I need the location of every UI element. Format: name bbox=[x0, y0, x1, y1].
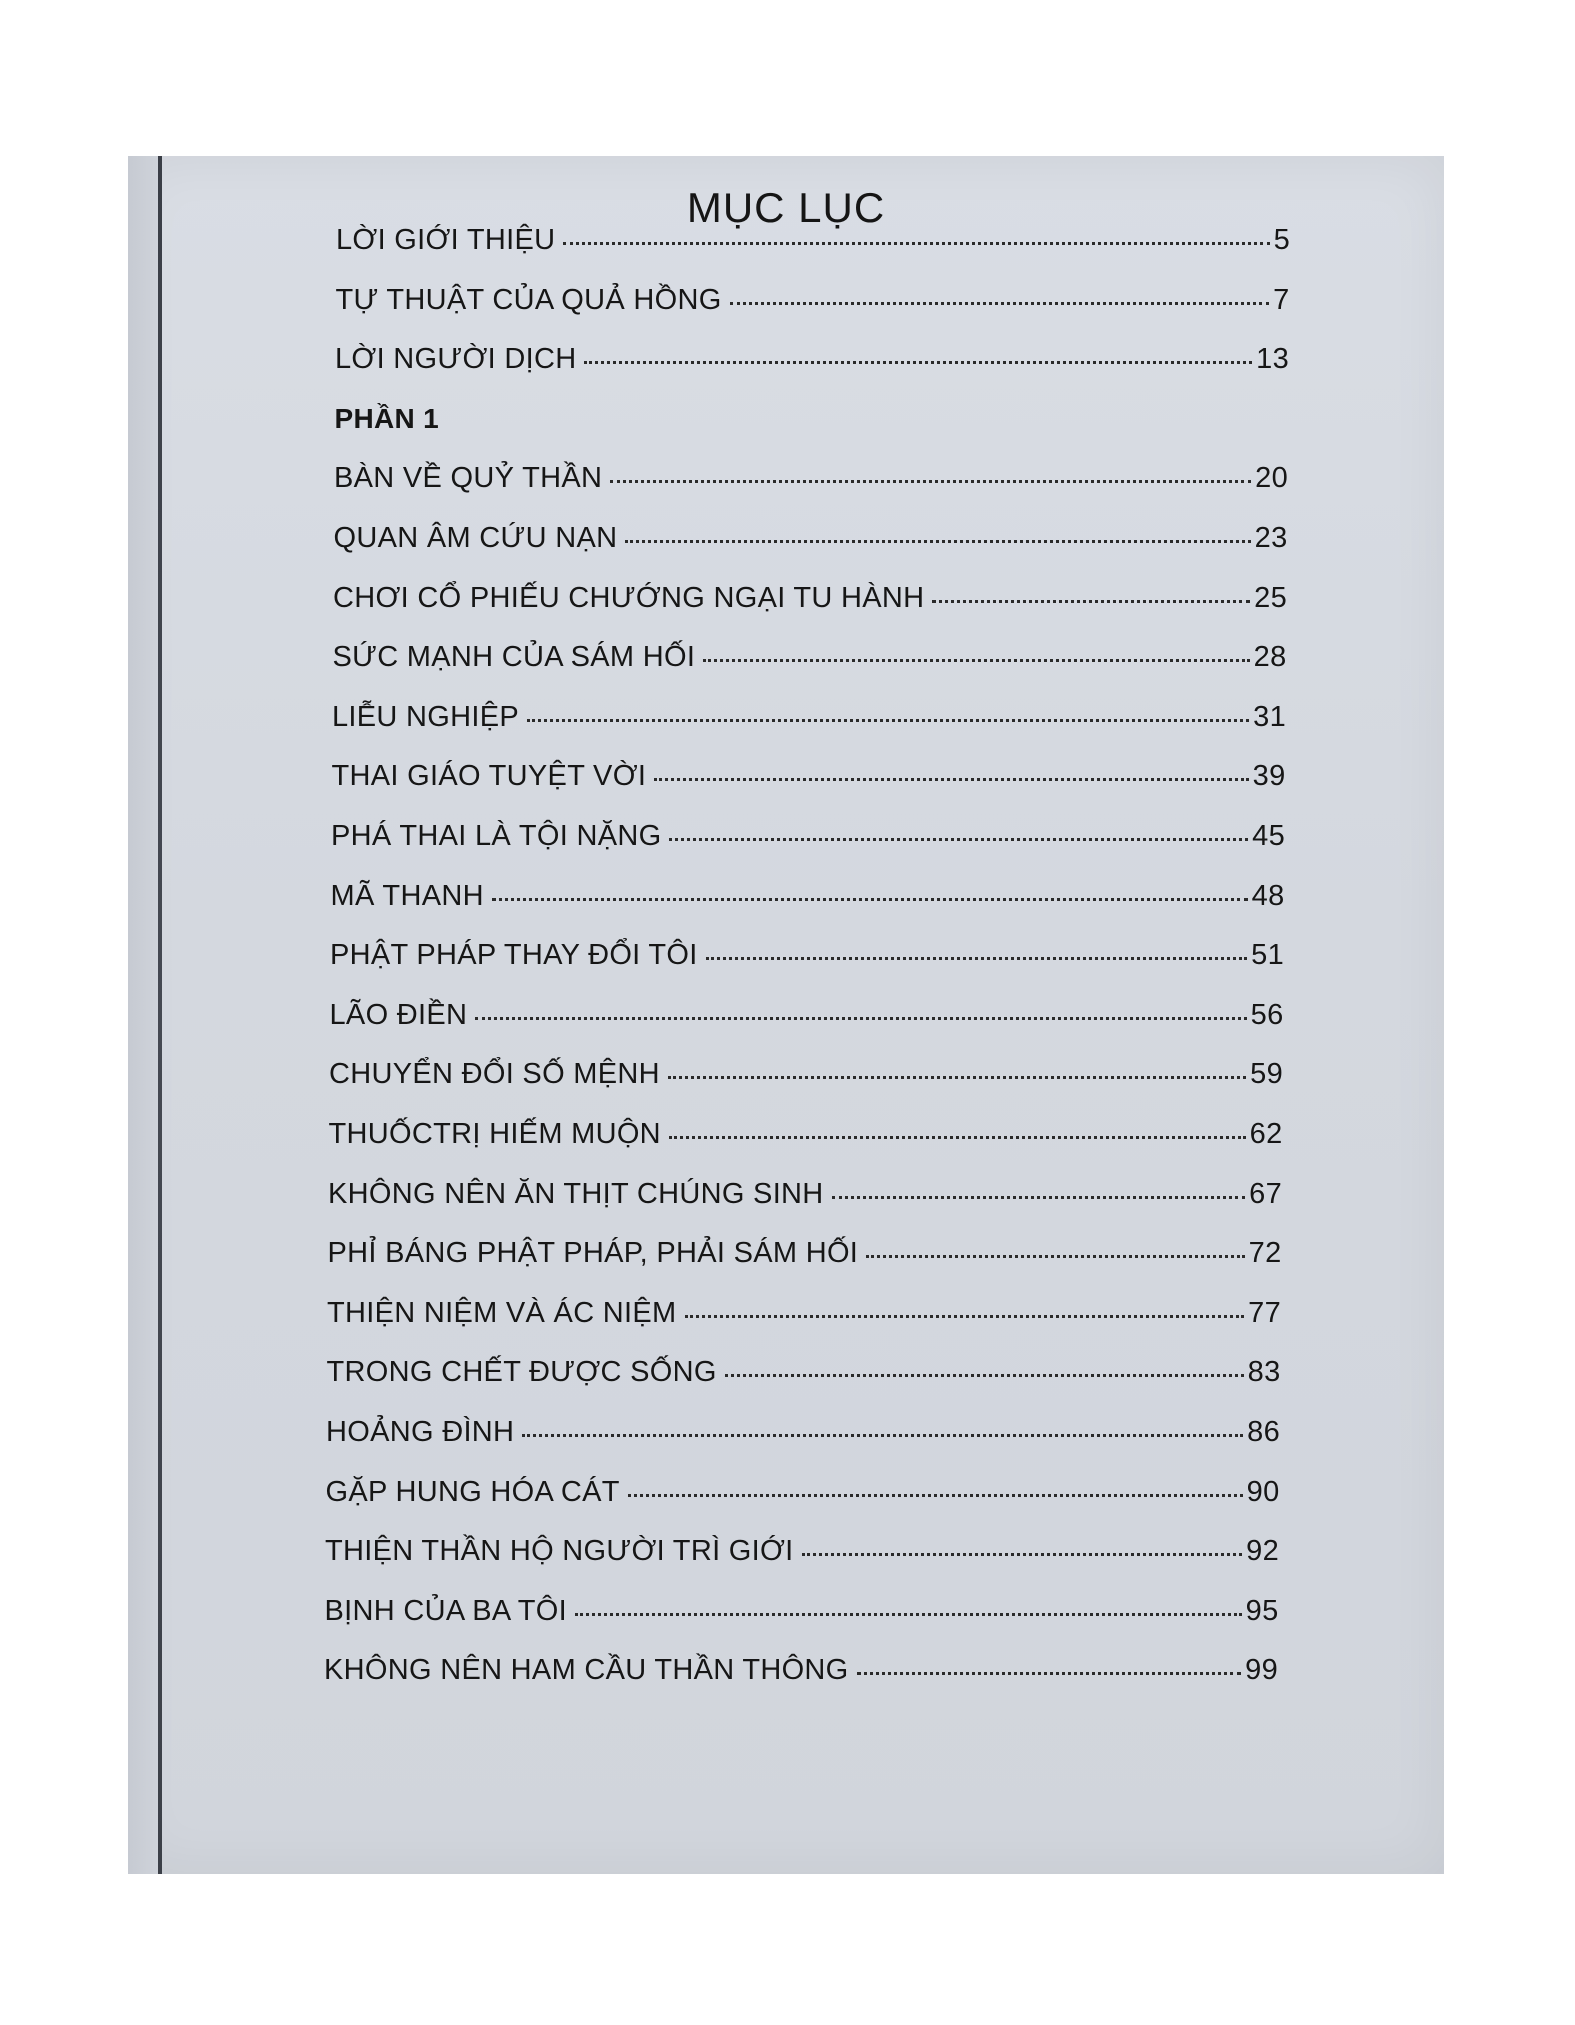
toc-entry-title: PHÁ THAI LÀ TỘI NẶNG bbox=[331, 820, 662, 852]
toc-page-number: 25 bbox=[1254, 581, 1287, 614]
dot-leader bbox=[669, 838, 1248, 841]
toc-page-number: 67 bbox=[1249, 1177, 1282, 1210]
toc-page-number: 31 bbox=[1253, 700, 1286, 733]
dot-leader bbox=[654, 778, 1248, 781]
toc-page-number: 56 bbox=[1250, 998, 1284, 1031]
page-title: MỤC LỤC bbox=[686, 184, 886, 231]
dot-leader bbox=[668, 1076, 1246, 1079]
dot-leader bbox=[669, 1136, 1246, 1139]
toc-entry-title: THAI GIÁO TUYỆT VỜI bbox=[331, 760, 647, 793]
toc-page-number: 92 bbox=[1246, 1535, 1279, 1568]
toc-entry bbox=[325, 1535, 1279, 1568]
toc-page-number: 90 bbox=[1246, 1475, 1280, 1508]
toc-entry bbox=[336, 224, 1290, 257]
dot-leader bbox=[628, 1494, 1243, 1497]
dot-leader bbox=[832, 1196, 1246, 1199]
dot-leader bbox=[866, 1255, 1244, 1258]
table-of-contents bbox=[128, 156, 1444, 1874]
toc-page-number: 99 bbox=[1245, 1654, 1278, 1687]
toc-page-number: 51 bbox=[1251, 939, 1284, 972]
toc-entry bbox=[330, 939, 1284, 972]
dot-leader bbox=[575, 1613, 1242, 1616]
toc-entry-title: CHUYỂN ĐỔI SỐ MỆNH bbox=[329, 1058, 660, 1091]
toc-page-number: 48 bbox=[1251, 879, 1285, 912]
toc-entry bbox=[332, 760, 1286, 793]
toc-entry-title: KHÔNG NÊN HAM CẦU THẦN THÔNG bbox=[324, 1654, 849, 1687]
toc-page-number: 72 bbox=[1248, 1237, 1282, 1270]
toc-entry-title: SỨC MẠNH CỦA SÁM HỐI bbox=[332, 641, 696, 674]
toc-page-number: 77 bbox=[1248, 1296, 1281, 1329]
dot-leader bbox=[703, 659, 1249, 662]
toc-entry-title: MÃ THANH bbox=[330, 879, 484, 912]
toc-entry bbox=[327, 1356, 1281, 1389]
toc-entry-title: LÃO ĐIỀN bbox=[329, 998, 468, 1031]
toc-entry-title: PHỈ BÁNG PHẬT PHÁP, PHẢI SÁM HỐI bbox=[327, 1237, 859, 1270]
toc-page-number: 28 bbox=[1253, 641, 1287, 674]
toc-entry-title: GẶP HUNG HÓA CÁT bbox=[325, 1475, 620, 1508]
toc-page-number: 62 bbox=[1249, 1118, 1283, 1150]
dot-leader bbox=[610, 480, 1251, 483]
toc-page-number: 39 bbox=[1252, 760, 1286, 793]
toc-entry bbox=[330, 999, 1284, 1032]
dot-leader bbox=[932, 600, 1250, 603]
toc-entry bbox=[331, 820, 1285, 853]
toc-entry-title: TRONG CHẾT ĐƯỢC SỐNG bbox=[326, 1356, 717, 1389]
toc-page-number: 5 bbox=[1273, 224, 1290, 256]
toc-entry-title: BÀN VỀ QUỶ THẦN bbox=[334, 462, 603, 495]
toc-entry bbox=[333, 641, 1287, 674]
toc-entry-title: THIỆN NIỆM VÀ ÁC NIỆM bbox=[327, 1296, 677, 1329]
toc-entry-title: QUAN ÂM CỨU NẠN bbox=[333, 522, 618, 554]
toc-entry bbox=[324, 1654, 1278, 1687]
toc-entry bbox=[332, 701, 1286, 734]
toc-page-number: 95 bbox=[1245, 1594, 1279, 1627]
book-page bbox=[128, 156, 1444, 1874]
toc-page-number: 83 bbox=[1247, 1356, 1281, 1389]
toc-entry bbox=[325, 1595, 1279, 1628]
toc-entry-title: THUỐCTRỊ HIẾM MUỘN bbox=[328, 1118, 661, 1150]
dot-leader bbox=[625, 540, 1250, 543]
toc-entry-title: KHÔNG NÊN ĂN THỊT CHÚNG SINH bbox=[328, 1177, 824, 1210]
toc-section-heading: PHẦN 1 bbox=[334, 402, 439, 434]
dot-leader bbox=[584, 361, 1252, 364]
toc-entry bbox=[329, 1118, 1283, 1151]
toc-entry bbox=[329, 1058, 1283, 1091]
dot-leader bbox=[527, 719, 1249, 722]
toc-entry-title: CHƠI CỔ PHIẾU CHƯỚNG NGẠI TU HÀNH bbox=[333, 581, 925, 614]
dot-leader bbox=[563, 242, 1269, 245]
toc-page-number: 86 bbox=[1247, 1416, 1280, 1448]
toc-entry-title: LỜI GIỚI THIỆU bbox=[336, 224, 556, 256]
toc-entry bbox=[333, 582, 1287, 615]
dot-leader bbox=[706, 957, 1248, 960]
dot-leader bbox=[685, 1315, 1245, 1318]
dot-leader bbox=[522, 1434, 1243, 1437]
toc-entry bbox=[336, 284, 1290, 317]
toc-page-number: 23 bbox=[1254, 522, 1288, 554]
dot-leader bbox=[492, 898, 1248, 901]
toc-entry-title: LIỄU NGHIỆP bbox=[332, 700, 520, 733]
toc-page-number: 20 bbox=[1255, 462, 1288, 495]
toc-page-number: 13 bbox=[1256, 343, 1289, 376]
toc-entry bbox=[328, 1237, 1282, 1270]
toc-entry bbox=[335, 343, 1289, 376]
toc-entry bbox=[326, 1416, 1280, 1449]
toc-page-number: 59 bbox=[1250, 1058, 1283, 1091]
toc-entry bbox=[334, 522, 1288, 555]
toc-entry bbox=[327, 1297, 1281, 1330]
toc-entry-title: HOẢNG ĐÌNH bbox=[326, 1416, 515, 1448]
toc-entry bbox=[334, 462, 1288, 495]
toc-entry-title: TỰ THUẬT CỦA QUẢ HỒNG bbox=[335, 283, 722, 316]
toc-entry bbox=[331, 880, 1285, 913]
toc-entry-title: THIỆN THẦN HỘ NGƯỜI TRÌ GIỚI bbox=[325, 1535, 794, 1568]
toc-page-number: 7 bbox=[1273, 283, 1290, 316]
dot-leader bbox=[802, 1553, 1243, 1556]
dot-leader bbox=[730, 302, 1269, 305]
toc-entry bbox=[326, 1476, 1280, 1509]
dot-leader bbox=[725, 1374, 1244, 1377]
toc-entry-title: LỜI NGƯỜI DỊCH bbox=[335, 343, 577, 376]
toc-entry-title: PHẬT PHÁP THAY ĐỔI TÔI bbox=[330, 939, 698, 972]
dot-leader bbox=[475, 1017, 1246, 1020]
toc-entry-title: BỊNH CỦA BA TÔI bbox=[324, 1594, 567, 1627]
dot-leader bbox=[857, 1672, 1242, 1675]
toc-page-number: 45 bbox=[1252, 820, 1285, 852]
toc-entry bbox=[328, 1178, 1282, 1211]
